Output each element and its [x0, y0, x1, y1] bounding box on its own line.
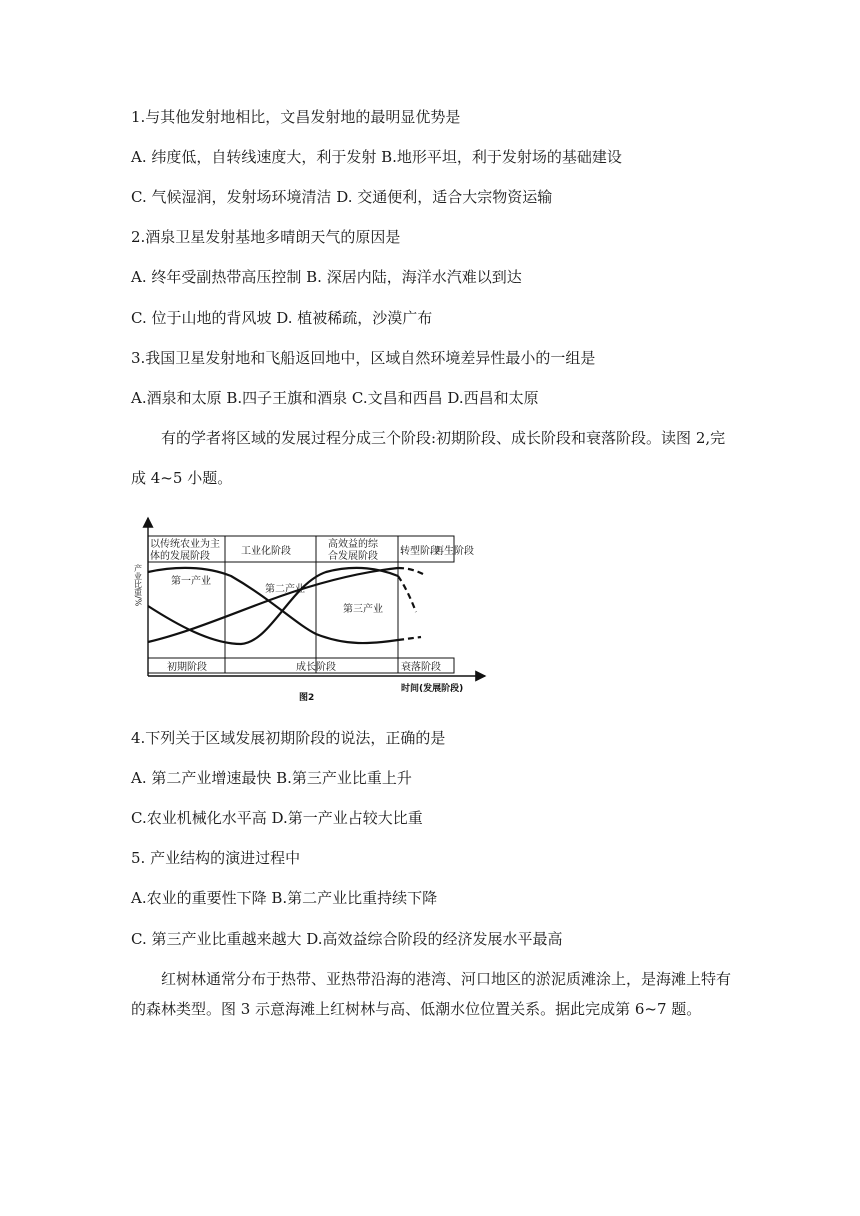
stage-decline: 衰落阶段 — [401, 662, 441, 673]
stage-industrialization: 工业化阶段 — [241, 546, 291, 557]
label-secondary-industry: 第二产业 — [265, 584, 305, 595]
question-4-options-cd: C.农业机械化水平高 D.第一产业占较大比重 — [131, 809, 423, 827]
stage-transformation: 转型阶段 — [400, 546, 440, 557]
intro-questions-6-7: 红树林通常分布于热带、亚热带沿海的港湾、河口地区的淤泥质滩涂上，是海滩上特有的森林类型。图 3 示意海滩上红树林与高、低潮水位位置关系。据此完成第 6~7 题。 — [131, 970, 732, 1018]
question-4: 4.下列关于区域发展初期阶段的说法，正确的是 — [131, 729, 446, 747]
question-5-options-cd: C. 第三产业比重越来越大 D.高效益综合阶段的经济发展水平最高 — [131, 930, 563, 948]
stage-regeneration: 再生阶段 — [434, 546, 474, 557]
question-1-options-ab: A. 纬度低，自转线速度大，利于发射 B.地形平坦，利于发射场的基础建设 — [131, 148, 622, 166]
stage-traditional-line1: 以传统农业为主 — [150, 539, 220, 550]
question-4-options-ab: A. 第二产业增速最快 B.第三产业比重上升 — [131, 769, 412, 787]
figure-caption: 图2 — [299, 693, 315, 703]
question-2-options-cd: C. 位于山地的背风坡 D. 植被稀疏，沙漠广布 — [131, 309, 433, 327]
question-2: 2.酒泉卫星发射基地多晴朗天气的原因是 — [131, 228, 401, 246]
question-5: 5. 产业结构的演进过程中 — [131, 849, 301, 867]
stage-efficient-line1: 高效益的综 — [328, 539, 378, 550]
label-tertiary-industry: 第三产业 — [343, 604, 383, 615]
label-primary-industry: 第一产业 — [171, 576, 211, 587]
curve-tertiary-dashed — [398, 568, 423, 574]
question-3: 3.我国卫星发射地和飞船返回地中，区域自然环境差异性最小的一组是 — [131, 349, 596, 367]
curve-primary-dashed — [398, 637, 421, 640]
question-1: 1.与其他发射地相比，文昌发射地的最明显优势是 — [131, 108, 461, 126]
curve-secondary-dashed — [398, 576, 416, 612]
y-axis-label: 产业比重/% — [133, 564, 143, 607]
question-1-options-cd: C. 气候湿润，发射场环境清洁 D. 交通便利，适合大宗物资运输 — [131, 188, 553, 206]
intro-questions-4-5: 有的学者将区域的发展过程分成三个阶段:初期阶段、成长阶段和衰落阶段。读图 2,完成 4~5 小题。 — [131, 429, 726, 487]
question-5-options-ab: A.农业的重要性下降 B.第二产业比重持续下降 — [131, 889, 438, 907]
question-3-options: A.酒泉和太原 B.四子王旗和酒泉 C.文昌和西昌 D.西昌和太原 — [131, 389, 539, 407]
industry-structure-diagram — [131, 514, 491, 706]
stage-traditional-line2: 体的发展阶段 — [150, 551, 210, 562]
x-axis-label: 时间(发展阶段) — [401, 684, 464, 694]
figure-2 — [131, 514, 491, 706]
stage-efficient-line2: 合发展阶段 — [328, 551, 378, 562]
question-2-options-ab: A. 终年受副热带高压控制 B. 深居内陆，海洋水汽难以到达 — [131, 268, 522, 286]
stage-growth: 成长阶段 — [296, 662, 336, 673]
stage-initial: 初期阶段 — [167, 662, 207, 673]
